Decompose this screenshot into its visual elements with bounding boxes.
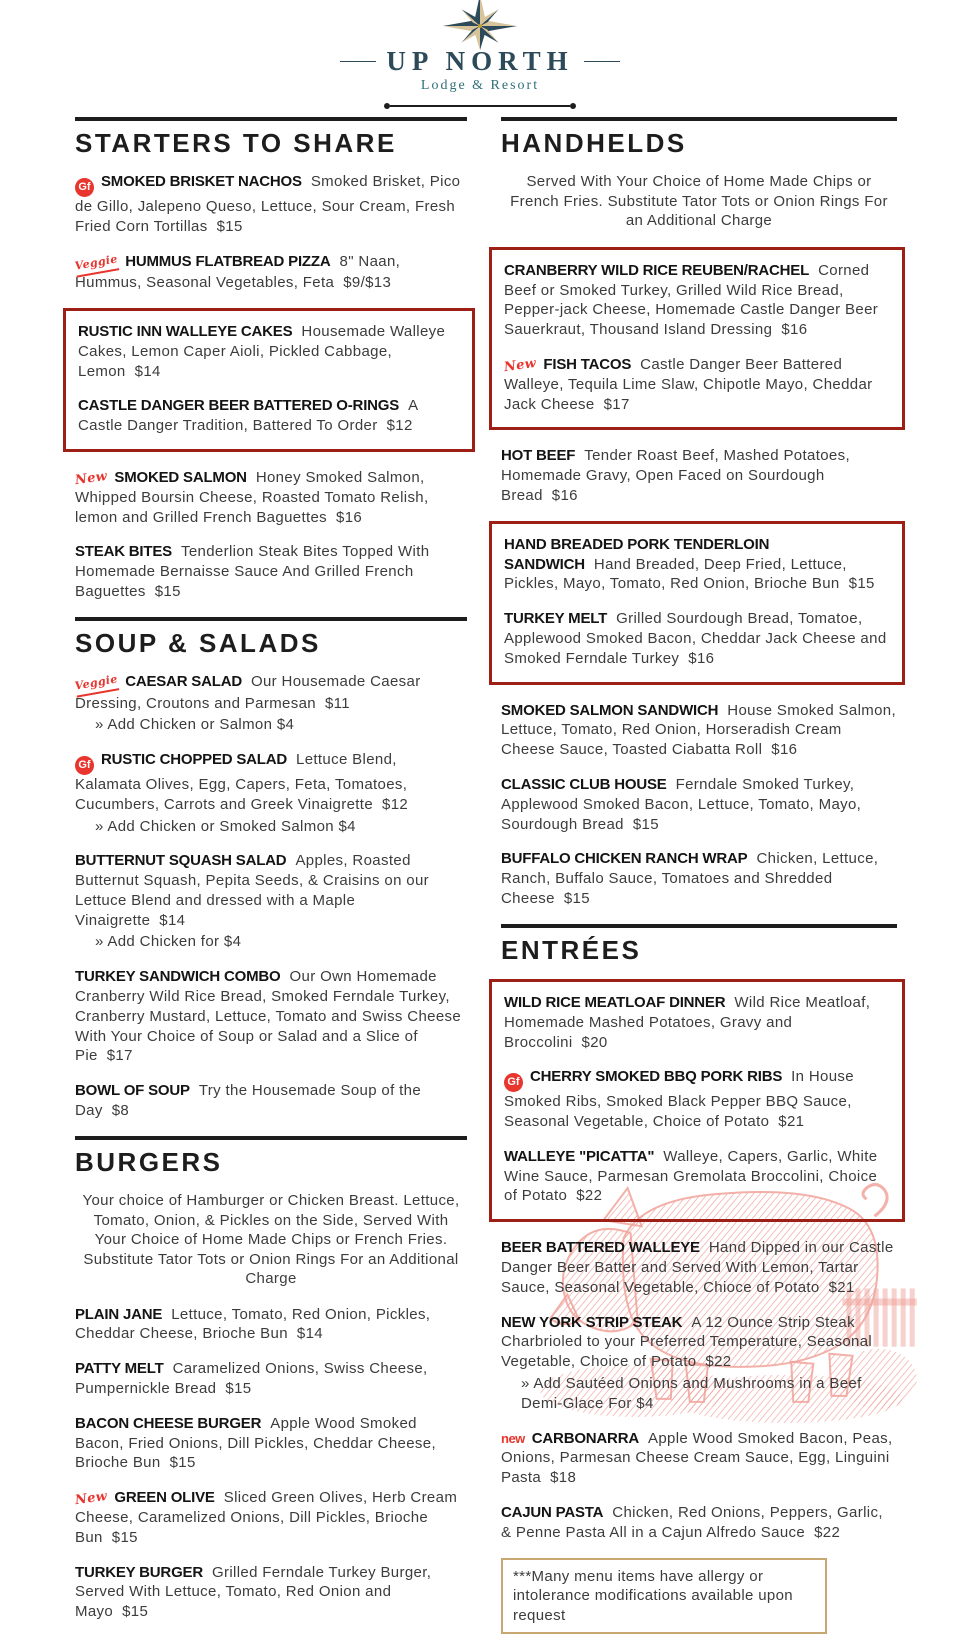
section-divider	[75, 117, 467, 121]
menu-item	[75, 1305, 467, 1345]
section-divider	[75, 617, 467, 621]
new-block-badge: new	[501, 1430, 525, 1446]
menu-item	[504, 609, 890, 668]
highlight-box	[489, 247, 905, 431]
menu-item	[504, 993, 890, 1052]
menu-item	[501, 1238, 897, 1297]
item-description: House Smoked Salmon, Lettuce, Tomato, Red Onion, Horseradish Cream Cheese Sauce, Toasted Ciabatta Roll	[501, 701, 897, 759]
item-description: Our Housemade Caesar Dressing, Croutons and Parmesan	[75, 673, 421, 712]
menu-item	[75, 1081, 467, 1121]
menu-item	[501, 1429, 897, 1488]
item-price: $9/$13	[343, 274, 392, 292]
item-price: $16	[781, 321, 808, 339]
logo-title: UP NORTH	[386, 46, 574, 76]
item-description: Smoked Brisket, Pico de Gillo, Jalepeno Queso, Lettuce, Sour Cream, Fresh Fried Corn Tortillas	[75, 173, 461, 235]
item-description: Hand Dipped in our Castle Danger Beer Batter and Served With Lemon, Tartar Sauce, Seasonal Vegetable, Chioce of Potato	[501, 1239, 894, 1296]
menu-item	[75, 672, 467, 735]
menu-item	[75, 750, 467, 836]
item-name: WALLEYE "PICATTA"	[504, 1147, 655, 1165]
item-description: Lettuce, Tomato, Red Onion, Pickles, Cheddar Cheese, Brioche Bun	[75, 1305, 431, 1343]
item-addon: » Add Chicken or Smoked Salmon $4	[95, 817, 356, 835]
item-description: Try the Housemade Soup of the Day	[75, 1082, 422, 1120]
menu-item	[75, 542, 467, 601]
item-name: HOT BEEF	[501, 447, 576, 465]
item-description: Grilled Sourdough Bread, Tomatoe, Applewood Smoked Bacon, Cheddar Jack Cheese and Smoked Ferndale Turkey	[504, 610, 887, 667]
menu-section	[75, 117, 467, 602]
item-description: Castle Danger Beer Battered Walleye, Tequila Lime Slaw, Chipotle Mayo, Cheddar Jack Cheese	[504, 355, 873, 413]
item-price: $11	[324, 694, 350, 712]
item-name: BUTTERNUT SQUASH SALAD	[75, 852, 287, 870]
veggie-badge: Veggie	[74, 252, 120, 277]
section-intro: Served With Your Choice of Home Made Chips or French Fries. Substitute Tator Tots or Onion Rings For an Additional Charge	[510, 173, 888, 230]
item-price: $12	[382, 795, 409, 813]
item-name: CHERRY SMOKED BBQ PORK RIBS	[530, 1068, 783, 1086]
section-title: BURGERS	[75, 1146, 223, 1177]
item-name: CAJUN PASTA	[501, 1503, 604, 1521]
item-name: STEAK BITES	[75, 543, 172, 561]
item-description: Chicken, Lettuce, Ranch, Buffalo Sauce, Tomatoes and Shredded Cheese	[501, 850, 879, 907]
compass-star-icon	[421, 0, 539, 52]
item-description: Caramelized Onions, Swiss Cheese, Pumpernickle Bread	[75, 1360, 428, 1398]
dotted-divider	[384, 103, 576, 109]
item-name: RUSTIC CHOPPED SALAD	[101, 751, 288, 769]
item-description: Lettuce Blend, Kalamata Olives, Egg, Capers, Feta, Tomatoes, Cucumbers, Carrots and Greek Vinaigrette	[75, 751, 408, 813]
menu-column-right	[501, 117, 897, 1637]
menu-item	[75, 172, 467, 236]
section-title: HANDHELDS	[501, 128, 687, 158]
menu-section	[501, 117, 897, 909]
logo-flourish-left	[340, 61, 376, 62]
menu-item	[75, 967, 467, 1066]
item-description: 8" Naan, Hummus, Seasonal Vegetables, Feta	[75, 252, 401, 292]
section-divider	[501, 117, 897, 121]
item-description: Apple Wood Smoked Bacon, Peas, Onions, Parmesan Cheese Cream Sauce, Egg, Linguini Pasta	[501, 1429, 893, 1487]
item-name: TURKEY BURGER	[75, 1563, 203, 1581]
item-price: $14	[296, 1325, 323, 1343]
item-name: CAESAR SALAD	[125, 673, 242, 691]
item-price: $16	[688, 649, 715, 667]
item-price: $15	[632, 815, 659, 833]
section-intro: Your choice of Hamburger or Chicken Breast. Lettuce, Tomato, Onion, & Pickles on the Side, Served With Your Choice of Home Made Chips or French Fries. Substitute Tator Tots or Onion Rings For an Additional Charge	[82, 1192, 460, 1288]
item-price: $17	[106, 1047, 133, 1065]
item-price: $15	[111, 1528, 138, 1546]
item-price: $8	[111, 1102, 130, 1120]
section-title: STARTERS TO SHARE	[75, 128, 397, 158]
item-group	[501, 701, 897, 909]
item-name: HAND BREADED PORK TENDERLOIN SANDWICH	[504, 535, 770, 573]
item-price: $21	[828, 1278, 855, 1296]
item-name: WILD RICE MEATLOAF DINNER	[504, 994, 726, 1012]
new-badge: New	[503, 355, 538, 376]
item-group	[501, 1238, 897, 1542]
item-description: Our Own Homemade Cranberry Wild Rice Bread, Smoked Ferndale Turkey, Cranberry Mustard, Lettuce, Tomato and Swiss Cheese With Your Choice of Soup or Salad and a Slice of Pie	[75, 968, 462, 1065]
menu-item	[78, 396, 460, 436]
item-price: $16	[336, 508, 363, 526]
item-price: $15	[216, 217, 243, 235]
item-addon: » Add Chicken or Salmon $4	[95, 716, 295, 734]
item-description: Tenderlion Steak Bites Topped With Homemade Bernaisse Sauce And Grilled French Baguettes	[75, 543, 430, 600]
section-title: SOUP & SALADS	[75, 627, 321, 658]
item-description: Chicken, Red Onions, Peppers, Garlic, & Penne Pasta All in a Cajun Alfredo Sauce	[501, 1503, 883, 1541]
item-group	[75, 672, 467, 1121]
menu-item	[75, 1359, 467, 1399]
new-badge: New	[74, 1489, 109, 1509]
highlight-box	[63, 308, 475, 452]
menu-item	[504, 261, 890, 340]
item-description: A Castle Danger Tradition, Battered To Order	[78, 397, 418, 435]
item-description: Walleye, Capers, Garlic, White Wine Sauce, Parmesan Gremolata Broccolini, Choice of Potato	[504, 1147, 878, 1205]
item-price: $22	[705, 1353, 732, 1371]
item-description: Ferndale Smoked Turkey, Applewood Smoked Bacon, Lettuce, Tomato, Mayo, Sourdough Bread	[501, 775, 862, 833]
menu-item	[75, 851, 467, 952]
menu-item	[504, 535, 890, 594]
item-price: $15	[169, 1454, 196, 1472]
item-description: Sliced Green Olives, Herb Cream Cheese, Caramelized Onions, Dill Pickles, Brioche Bun	[75, 1489, 458, 1546]
item-price: $22	[814, 1523, 841, 1541]
item-name: CLASSIC CLUB HOUSE	[501, 775, 667, 793]
item-addon: » Add Sautéed Onions and Mushrooms in a Beef Demi-Glace For $4	[521, 1374, 862, 1412]
gf-badge: Gf	[75, 178, 94, 197]
item-description: A 12 Ounce Strip Steak Charbrioled to your Preferred Temperature, Seasonal Vegetable, Choice of Potato	[501, 1313, 873, 1371]
item-name: BEER BATTERED WALLEYE	[501, 1239, 700, 1257]
menu-item	[504, 1147, 890, 1206]
menu-section	[75, 617, 467, 1121]
gf-badge: Gf	[75, 756, 94, 775]
item-group	[75, 172, 467, 293]
menu-item	[78, 322, 460, 381]
item-name: BUFFALO CHICKEN RANCH WRAP	[501, 850, 748, 868]
logo	[0, 0, 960, 94]
menu-item	[75, 468, 467, 527]
item-name: FISH TACOS	[543, 355, 632, 373]
menu-header	[0, 0, 960, 109]
item-price: $15	[154, 582, 181, 600]
highlight-box	[489, 979, 905, 1222]
menu-item	[75, 1488, 467, 1547]
menu-item	[501, 701, 897, 760]
menu-item	[501, 775, 897, 834]
item-name: BACON CHEESE BURGER	[75, 1414, 262, 1432]
item-name: GREEN OLIVE	[114, 1489, 215, 1507]
menu-body	[0, 117, 960, 1637]
item-price: $20	[581, 1033, 608, 1051]
item-group	[501, 446, 897, 505]
veggie-badge: Veggie	[74, 672, 120, 697]
menu-item	[501, 849, 897, 908]
menu-item	[504, 355, 890, 414]
item-price: $21	[778, 1112, 805, 1130]
item-name: HUMMUS FLATBREAD PIZZA	[125, 252, 331, 270]
divider-dot-right	[570, 103, 576, 109]
section-divider	[501, 924, 897, 928]
new-badge: New	[74, 468, 109, 489]
highlight-box	[489, 521, 905, 685]
item-name: CARBONARRA	[531, 1429, 639, 1447]
item-addon: » Add Chicken for $4	[95, 933, 242, 951]
item-name: SMOKED SALMON	[114, 468, 247, 486]
divider-line	[390, 105, 570, 107]
item-description: Grilled Ferndale Turkey Burger, Served With Lettuce, Tomato, Red Onion and Mayo	[75, 1563, 432, 1621]
item-description: Housemade Walleye Cakes, Lemon Caper Aioli, Pickled Cabbage, Lemon	[78, 322, 446, 380]
item-name: BOWL OF SOUP	[75, 1082, 190, 1100]
item-description: Honey Smoked Salmon, Whipped Boursin Cheese, Roasted Tomato Relish, lemon and Grilled French Baguettes	[75, 468, 429, 526]
item-name: CRANBERRY WILD RICE REUBEN/RACHEL	[504, 261, 810, 279]
item-description: Apple Wood Smoked Bacon, Fried Onions, Dill Pickles, Cheddar Cheese, Brioche Bun	[75, 1414, 436, 1472]
item-price: $14	[134, 362, 161, 380]
item-description: Corned Beef or Smoked Turkey, Grilled Wild Rice Bread, Pepper-jack Cheese, Homemade Castle Danger Beer Sauerkraut, Thousand Island Dressing	[504, 261, 879, 339]
logo-flourish-right	[584, 61, 620, 62]
item-description: Hand Breaded, Deep Fried, Lettuce, Pickles, Mayo, Tomato, Red Onion, Brioche Bun	[504, 555, 847, 593]
item-group	[75, 468, 467, 602]
menu-item	[75, 252, 467, 293]
menu-item	[75, 1563, 467, 1622]
item-price: $12	[386, 417, 413, 435]
item-price: $22	[576, 1187, 603, 1205]
menu-item	[75, 1414, 467, 1473]
item-price: $15	[563, 889, 590, 907]
item-price: $15	[848, 575, 875, 593]
item-price: $15	[225, 1380, 252, 1398]
menu-section	[501, 924, 897, 1634]
item-description: In House Smoked Ribs, Smoked Black Pepper BBQ Sauce, Seasonal Vegetable, Choice of Potato	[504, 1068, 854, 1130]
item-description: Tender Roast Beef, Mashed Potatoes, Homemade Gravy, Open Faced on Sourdough Bread	[501, 447, 850, 504]
item-group	[75, 1305, 467, 1622]
item-name: TURKEY SANDWICH COMBO	[75, 968, 281, 986]
allergy-note: ***Many menu items have allergy or intolerance modifications available upon request	[501, 1558, 827, 1635]
item-price: $18	[550, 1469, 577, 1487]
item-description: Wild Rice Meatloaf, Homemade Mashed Potatoes, Gravy and Broccolini	[504, 994, 871, 1051]
item-price: $16	[771, 741, 798, 759]
menu-item	[501, 1503, 897, 1543]
item-name: PATTY MELT	[75, 1360, 164, 1378]
item-price: $15	[122, 1603, 149, 1621]
menu-section	[75, 1136, 467, 1622]
logo-subtitle: Lodge & Resort	[420, 78, 540, 93]
menu-item	[501, 1313, 897, 1414]
item-name: SMOKED BRISKET NACHOS	[101, 173, 302, 191]
item-name: RUSTIC INN WALLEYE CAKES	[78, 322, 293, 340]
item-name: CASTLE DANGER BEER BATTERED O-RINGS	[78, 397, 400, 415]
item-name: TURKEY MELT	[504, 610, 608, 628]
item-name: PLAIN JANE	[75, 1305, 163, 1323]
item-price: $14	[159, 911, 186, 929]
section-title: ENTRÉES	[501, 934, 642, 965]
gf-badge: Gf	[504, 1073, 523, 1092]
menu-column-left	[75, 117, 467, 1637]
menu-item	[504, 1067, 890, 1131]
menu-item	[501, 446, 897, 505]
item-description: Apples, Roasted Butternut Squash, Pepita Seeds, & Craisins on our Lettuce Blend and dressed with a Maple Vinaigrette	[75, 852, 430, 929]
item-price: $17	[603, 395, 630, 413]
section-divider	[75, 1136, 467, 1140]
item-price: $16	[551, 486, 578, 504]
item-name: NEW YORK STRIP STEAK	[501, 1313, 683, 1331]
item-name: SMOKED SALMON SANDWICH	[501, 701, 719, 719]
